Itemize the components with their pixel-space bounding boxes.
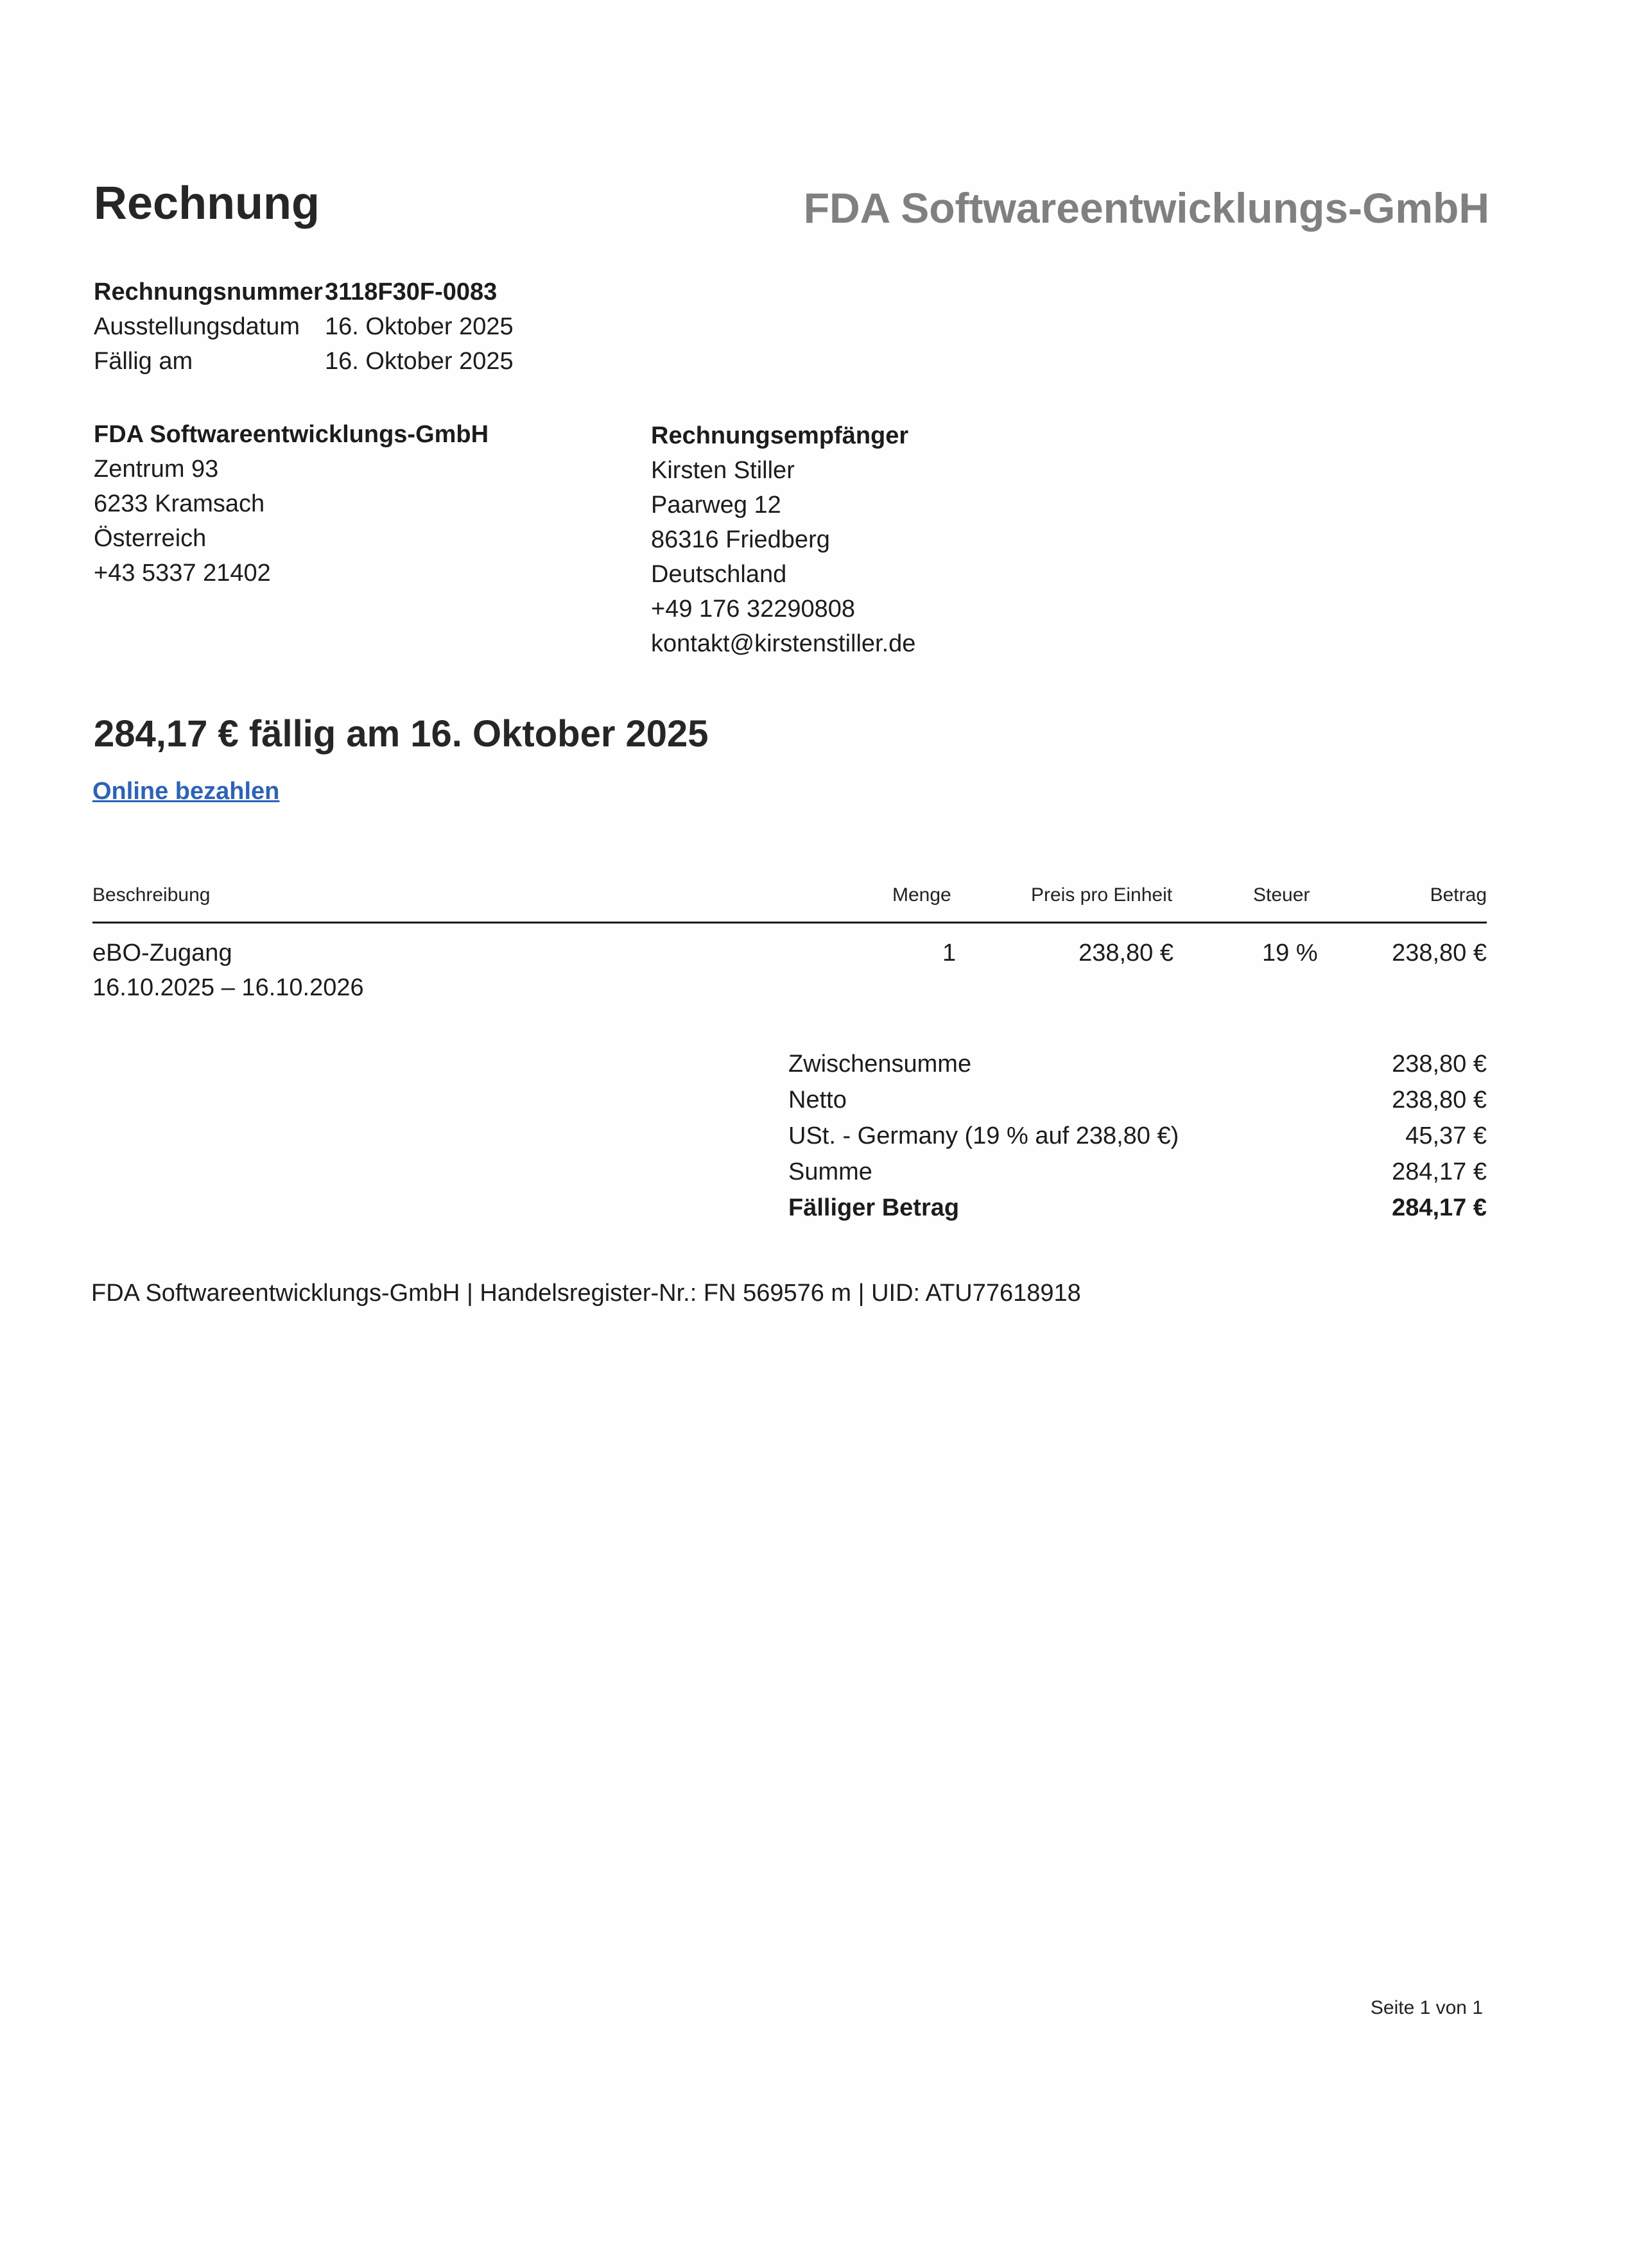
- total-row-sum: [788, 1154, 1487, 1190]
- recipient-phone: +49 176 32290808: [651, 596, 856, 623]
- page-number: Seite 1 von 1: [1370, 1997, 1483, 2018]
- total-value: 238,80 €: [1392, 1087, 1487, 1113]
- meta-label: Fällig am: [94, 348, 193, 375]
- total-row-amount-due: [788, 1190, 1487, 1226]
- meta-value: 3118F30F-0083: [325, 279, 498, 305]
- column-header-tax: Steuer: [1253, 884, 1310, 906]
- total-value: 45,37 €: [1405, 1122, 1487, 1149]
- recipient-email: kontakt@kirstenstiller.de: [651, 630, 916, 657]
- table-header-divider: [92, 922, 1487, 924]
- due-summary: 284,17 € fällig am 16. Oktober 2025: [94, 713, 709, 755]
- line-item-amount: 238,80 €: [1392, 940, 1487, 966]
- meta-value: 16. Oktober 2025: [325, 348, 514, 375]
- sender-city: 6233 Kramsach: [94, 490, 265, 517]
- sender-phone: +43 5337 21402: [94, 560, 271, 587]
- line-item-name: eBO-Zugang: [92, 940, 232, 966]
- total-row-vat: [788, 1118, 1487, 1154]
- total-label: Summe: [788, 1158, 872, 1185]
- total-label: Fälliger Betrag: [788, 1194, 960, 1221]
- column-header-unit-price: Preis pro Einheit: [1031, 884, 1173, 906]
- invoice-meta: [94, 275, 514, 379]
- total-row-subtotal: [788, 1046, 1487, 1082]
- column-header-amount: Betrag: [1430, 884, 1487, 906]
- meta-row-issue-date: [94, 309, 514, 344]
- line-item-quantity: 1: [942, 940, 957, 966]
- meta-label: Ausstellungsdatum: [94, 313, 300, 340]
- pay-online-link[interactable]: Online bezahlen: [92, 778, 280, 805]
- total-value: 238,80 €: [1392, 1051, 1487, 1078]
- sender-street: Zentrum 93: [94, 456, 219, 483]
- recipient-address: [651, 418, 915, 661]
- line-item-period: 16.10.2025 – 16.10.2026: [92, 974, 364, 1001]
- sender-country: Österreich: [94, 525, 207, 552]
- total-value: 284,17 €: [1392, 1158, 1487, 1185]
- recipient-city: 86316 Friedberg: [651, 526, 830, 553]
- line-item-description: [92, 936, 364, 1005]
- meta-value: 16. Oktober 2025: [325, 313, 514, 340]
- column-header-quantity: Menge: [892, 884, 951, 906]
- company-header: FDA Softwareentwicklungs-GmbH: [803, 184, 1489, 232]
- recipient-street: Paarweg 12: [651, 492, 781, 519]
- meta-label: Rechnungsnummer: [94, 279, 323, 305]
- document-title: Rechnung: [94, 178, 320, 229]
- recipient-heading: Rechnungsempfänger: [651, 422, 909, 449]
- line-item-unit-price: 238,80 €: [1078, 940, 1174, 966]
- meta-row-due-date: [94, 344, 514, 379]
- recipient-name: Kirsten Stiller: [651, 457, 795, 484]
- total-label: Netto: [788, 1087, 847, 1113]
- column-header-description: Beschreibung: [92, 884, 211, 906]
- total-row-net: [788, 1082, 1487, 1118]
- recipient-country: Deutschland: [651, 561, 787, 588]
- total-value: 284,17 €: [1392, 1194, 1487, 1221]
- meta-row-invoice-number: [94, 275, 514, 309]
- company-footer: FDA Softwareentwicklungs-GmbH | Handelsregister-Nr.: FN 569576 m | UID: ATU77618918: [91, 1280, 1081, 1307]
- total-label: Zwischensumme: [788, 1051, 972, 1078]
- line-item-tax: 19 %: [1262, 940, 1318, 966]
- sender-name: FDA Softwareentwicklungs-GmbH: [94, 421, 489, 448]
- sender-address: [94, 417, 489, 590]
- total-label: USt. - Germany (19 % auf 238,80 €): [788, 1122, 1179, 1149]
- totals-block: [788, 1046, 1487, 1226]
